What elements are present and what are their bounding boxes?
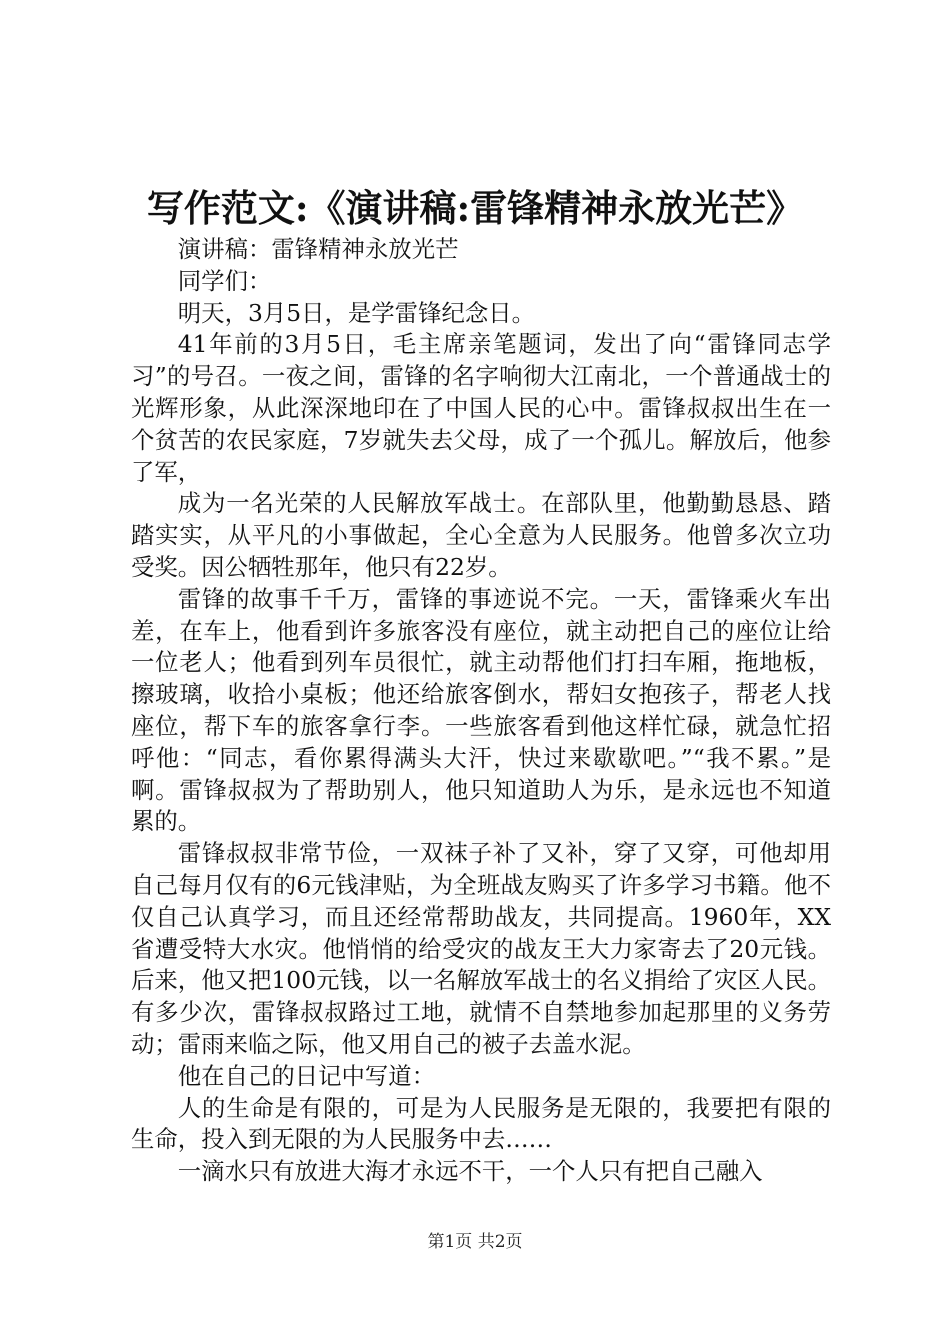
paragraph: 41年前的3月5日，毛主席亲笔题词，发出了向“雷锋同志学习”的号召。一夜之间，雷锋的名字响彻大江南北，一个普通战士的光辉形象，从此深深地印在了中国人民的心中。雷锋叔叔出生在一个贫苦的农民家庭，7岁就失去父母，成了一个孤儿。解放后，他参了军， (131, 330, 831, 486)
paragraph: 雷锋的故事千千万，雷锋的事迹说不完。一天，雷锋乘火车出差，在车上，他看到许多旅客没有座位，就主动把自己的座位让给一位老人；他看到列车员很忙，就主动帮他们打扫车厢，拖地板，擦玻璃，收拾小桌板；他还给旅客倒水，帮妇女抱孩子，帮老人找座位，帮下车的旅客拿行李。一些旅客看到他这样忙碌，就急忙招呼他：“同志，看你累得满头大汗，快过来歇歇吧。”“我不累。”是啊。雷锋叔叔为了帮助别人，他只知道助人为乐，是永远也不知道累的。 (131, 584, 831, 836)
paragraph: 他在自己的日记中写道： (177, 1061, 436, 1090)
page-number-footer: 第1页 共2页 (427, 1232, 523, 1252)
paragraph: 同学们： (177, 266, 272, 295)
document-body (131, 234, 831, 1188)
paragraph: 雷锋叔叔非常节俭，一双袜子补了又补，穿了又穿，可他却用自己每月仅有的6元钱津贴，为全班战友购买了许多学习书籍。他不仅自己认真学习，而且还经常帮助战友，共同提高。1960年，XX省遭受特大水灾。他悄悄的给受灾的战友王大力家寄去了20元钱。后来，他又把100元钱，以一名解放军战士的名义捐给了灾区人民。有多少次，雷锋叔叔路过工地，就情不自禁地参加起那里的义务劳动；雷雨来临之际，他又用自己的被子去盖水泥。 (131, 839, 831, 1058)
document-title: 写作范文:《演讲稿:雷锋精神永放光芒》 (146, 186, 804, 230)
paragraph: 一滴水只有放进大海才永远不干，一个人只有把自己融入 (177, 1157, 763, 1186)
paragraph: 演讲稿：雷锋精神永放光芒 (177, 235, 459, 263)
paragraph: 人的生命是有限的，可是为人民服务是无限的，我要把有限的生命，投入到无限的为人民服务中去…… (131, 1093, 831, 1154)
paragraph: 明天，3月5日，是学雷锋纪念日。 (177, 298, 536, 327)
paragraph: 成为一名光荣的人民解放军战士。在部队里，他勤勤恳恳、踏踏实实，从平凡的小事做起，全心全意为人民服务。他曾多次立功受奖。因公牺牲那年，他只有22岁。 (131, 489, 831, 581)
